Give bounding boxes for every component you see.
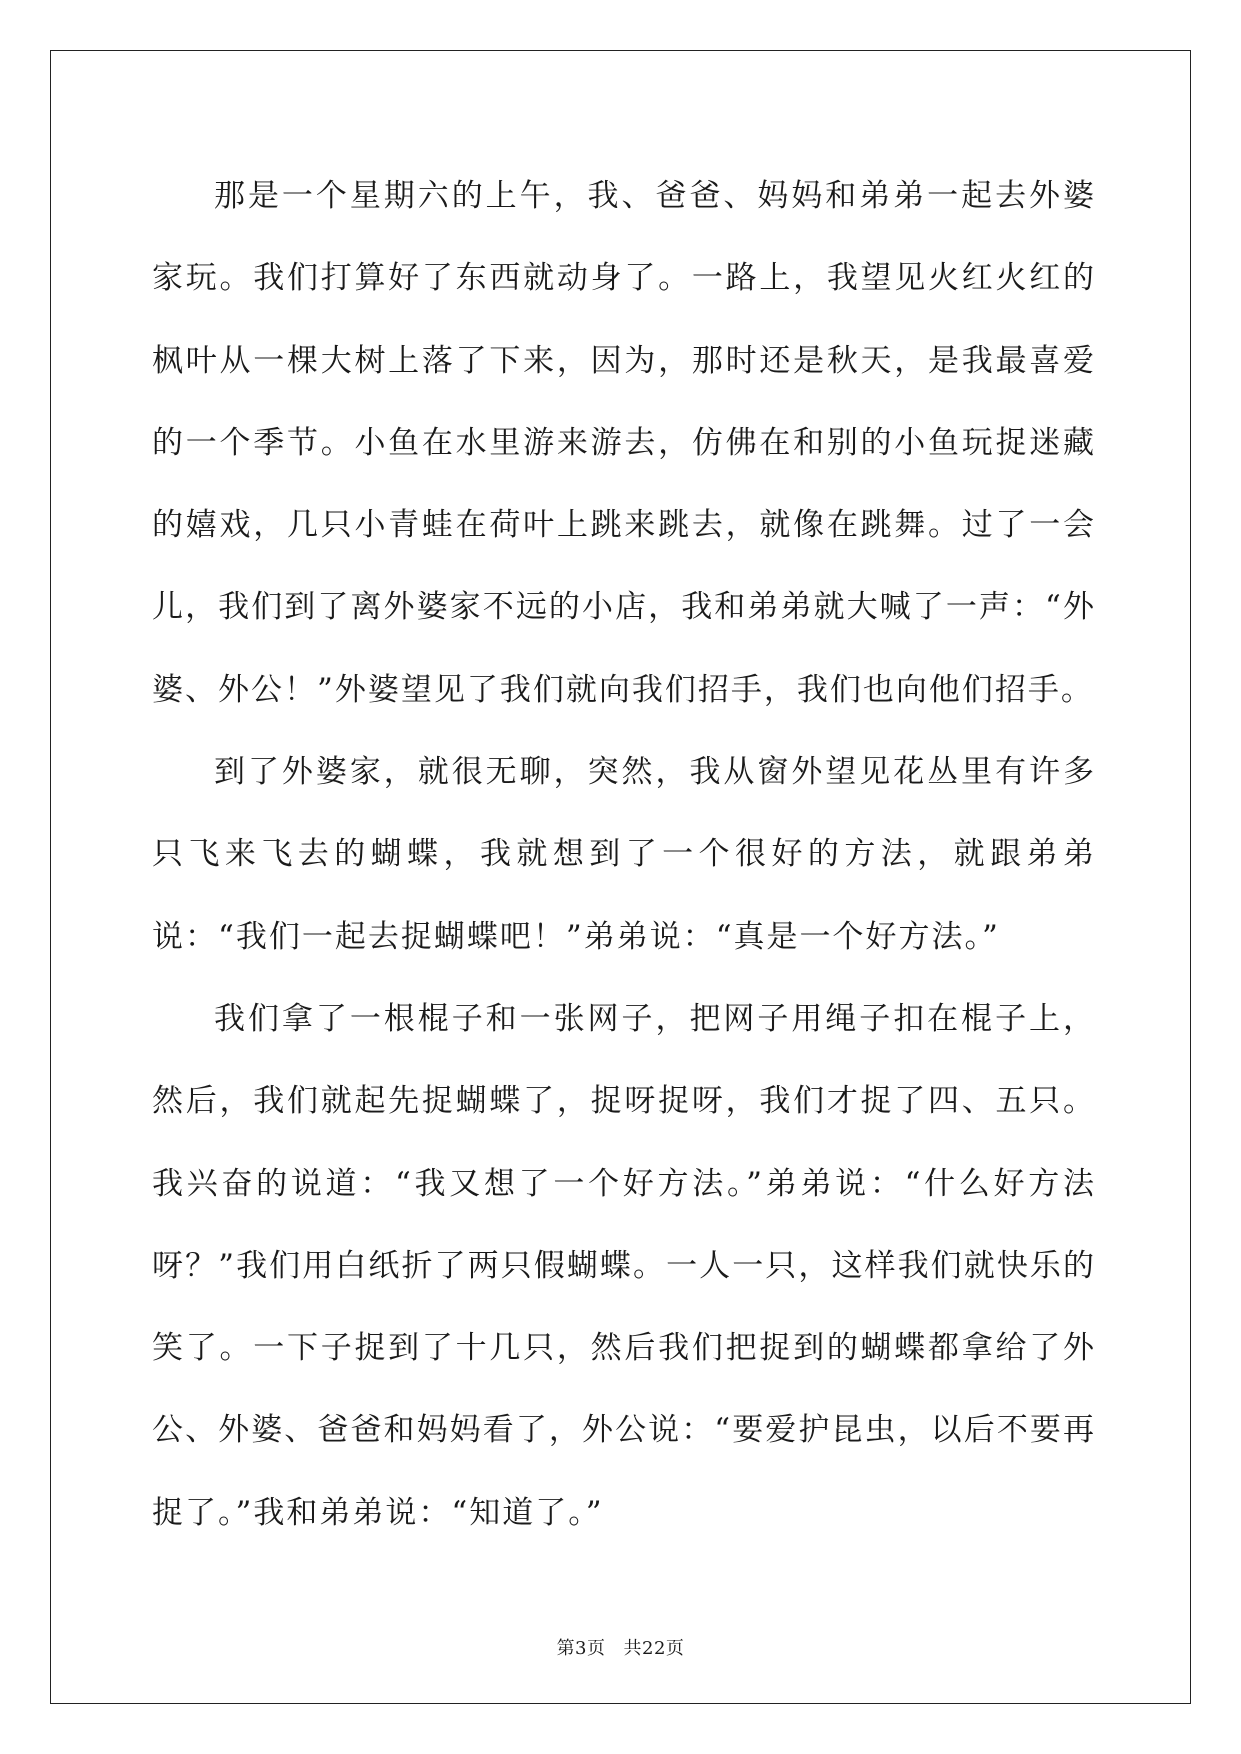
page-total: 共22页 [623,1638,685,1659]
paragraph-1: 那是一个星期六的上午，我、爸爸、妈妈和弟弟一起去外婆家玩。我们打算好了东西就动身了。一路上，我望见火红火红的枫叶从一棵大树上落了下来，因为，那时还是秋天，是我最喜爱的一个季节。小鱼在水里游来游去，仿佛在和别的小鱼玩捉迷藏的嬉戏，几只小青蛙在荷叶上跳来跳去，就像在跳舞。过了一会儿，我们到了离外婆家不远的小店，我和弟弟就大喊了一声：“外婆、外公！”外婆望见了我们就向我们招手，我们也向他们招手。 [152,178,1096,708]
page-footer [0,1634,1241,1660]
paragraph-3: 我们拿了一根棍子和一张网子，把网子用绳子扣在棍子上，然后，我们就起先捉蝴蝶了，捉呀捉呀，我们才捉了四、五只。我兴奋的说道：“我又想了一个好方法。”弟弟说：“什么好方法呀？”我们用白纸折了两只假蝴蝶。一人一只，这样我们就快乐的笑了。一下子捉到了十几只，然后我们把捉到的蝴蝶都拿给了外公、外婆、爸爸和妈妈看了，外公说：“要爱护昆虫，以后不要再捉了。”我和弟弟说：“知道了。” [152,1000,1096,1531]
document-body [152,155,1096,1554]
page-number: 第3页 [556,1638,606,1659]
paragraph-2: 到了外婆家，就很无聊，突然，我从窗外望见花丛里有许多只飞来飞去的蝴蝶，我就想到了一个很好的方法，就跟弟弟说：“我们一起去捉蝴蝶吧！”弟弟说：“真是一个好方法。” [152,754,1096,955]
